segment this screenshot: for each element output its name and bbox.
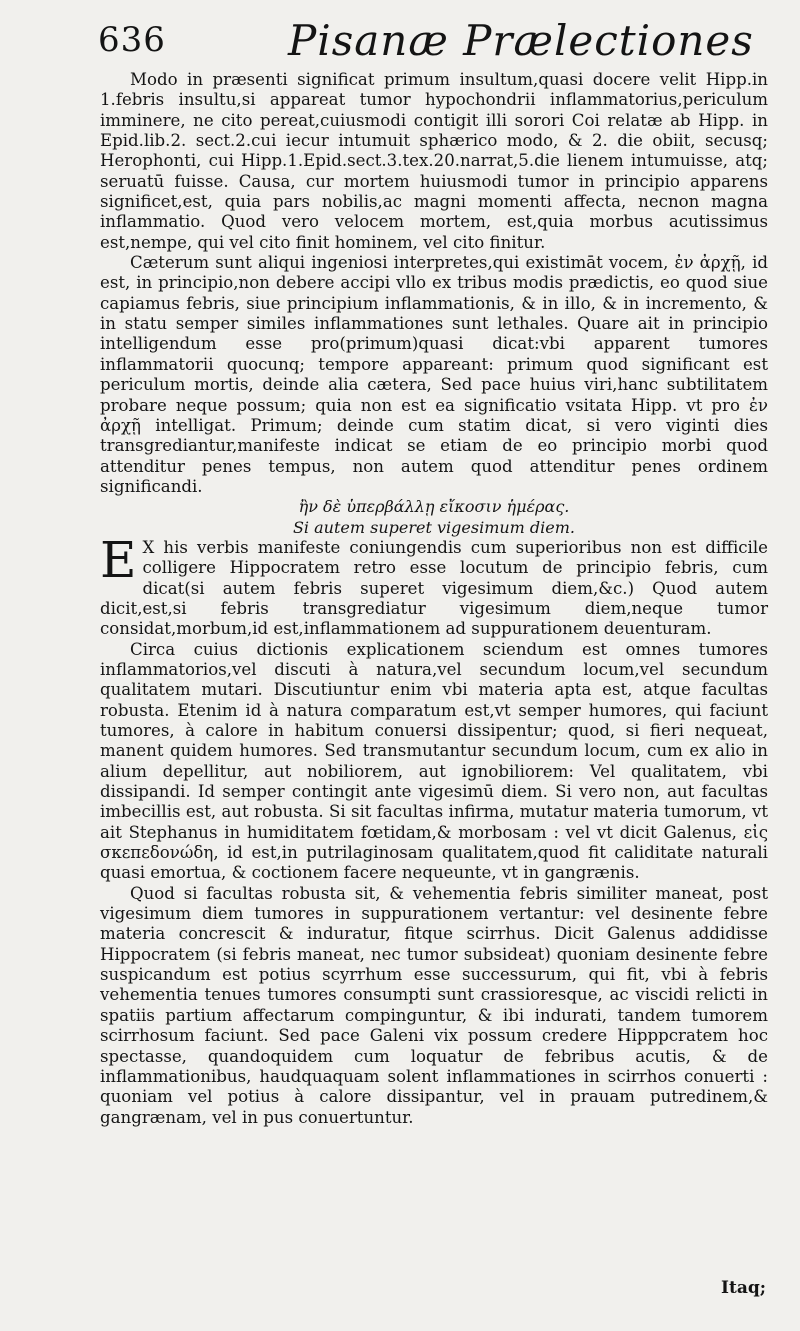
paragraph: Modo in præsenti significat primum insultum,quasi docere velit Hipp.in 1.febris insultu,si appareat tumor hypochondrii inflammatorius,periculum imminere, ne cito pereat,cuiusmodi contigit illi sorori Coi relatæ ab Hipp. in Epid.lib.2. sect.2.cui iecur intumuit sphærico modo, & 2. die obiit, secusq; Herophonti, cui Hipp.1.Epid.sect.3.tex.20.narrat,5.die lienem intumuisse, atq; seruatū fuisse. Causa, cur mortem huiusmodi tumor in principio apparens significet,est, quia pars nobilis,ac magni momenti affecta, necnon magna inflammatio. Quod vero velocem mortem, est,quia morbus acutissimus est,nempe, qui vel cito finit hominem, vel cito finitur. — [100, 70, 768, 252]
drop-cap: E — [100, 530, 137, 589]
catchword: Itaq; — [721, 1278, 766, 1298]
section-first-paragraph — [100, 530, 768, 640]
paragraph: Quod si facultas robusta sit, & vehementia febris similiter maneat, post vigesimum diem tumores in suppurationem vertantur: vel desinente febre materia concrescit & induratur, fitque scirrhus. Dicit Galenus addidisse Hippocratem (si febris maneat, nec tumor subsideat) quoniam desinente febre suspicandum est potius scyrrhum esse successurum, qui fit, vbi à febris vehementia tenues tumores consumpti sunt crassioresque, ac viscidi relicti in spatiis partium affectarum compinguntur, & ibi indurati, tandem tumorem scirrhosum faciunt. Sed pace Galeni vix possum credere Hipppcratem hoc spectasse, quandoquidem cum loquatur de febribus acutis, & de inflammationibus, haudquaquam solent inflammationes in scirrhos conuerti : quoniam vel potius à calore dissipantur, vel in prauam putredinem,& gangrænam, vel in pus conuertuntur. — [100, 883, 768, 1127]
paragraph: Cæterum sunt aliqui ingeniosi interpretes,qui existimāt vocem, ἐν ἀρχῇ, id est, in principio,non debere accipi vllo ex tribus modis prædictis, eo quod siue capiamus febris, siue principium inflammationis, & in illo, & in incremento, & in statu semper similes inflammationes sunt lethales. Quare ait in principio intelligendum esse pro(primum)quasi dicat:vbi apparent tumores inflammatorii quocunq; tempore appareant: primum quod significant est periculum mortis, deinde alia cætera, Sed pace huius viri,hanc subtilitatem probare neque possum; quia non est ea significatio vsitata Hipp. vt pro ἐν ἀρχῇ intelligat. Primum; deinde cum statim dicat, si vero viginti dies transgrediantur,manifeste indicat se etiam de eo principio morbi quod attenditur penes tempus, non autem quod attenditur penes ordinem significandi. — [100, 253, 768, 496]
page-header — [98, 14, 778, 72]
section-first-paragraph-text: X his verbis manifeste coniungendis cum superioribus non est difficile colligere Hippocratem retro esse locutum de principio febris, cum dicat(si autem febris superet vigesimum diem,&c.) Quod autem dicit,est,si febris transgrediatur vigesimum diem,neque tumor considat,morbum,id est,inflammationem ad suppurationem deuenturam. — [100, 537, 768, 639]
main-text — [100, 70, 768, 1128]
paragraph: Circa cuius dictionis explicationem sciendum est omnes tumores inflammatorios,vel discuti à natura,vel secundum locum,vel secundum qualitatem mutari. Discutiuntur enim vbi materia apta est, atque facultas robusta. Etenim id à natura comparatum est,vt semper humores, qui faciunt tumores, à calore in habitum conuersi dissipentur; quod, si fieri nequeat, manent quidem humores. Sed transmutantur secundum locum, cum ex alio in alium depellitur, aut nobiliorem, aut ignobiliorem: Vel qualitatem, vbi dissipandi. Id semper contingit ante vigesimū diem. Si vero non, aut facultas imbecillis est, aut robusta. Si sit facultas infirma, mutatur materia tumorum, vt ait Stephanus in humiditatem fœtidam,& morbosam : vel vt dicit Galenus, εἰς σκεπεδονώδη, id est,in putrilaginosam qualitatem,quod fit caliditate naturali quasi emortua, & coctionem facere nequeunte, vt in gangrænis. — [100, 639, 768, 883]
latin-lemma: Si autem superet vigesimum diem. — [292, 517, 576, 537]
page-number: 636 — [98, 20, 166, 60]
greek-lemma: ἢν δὲ ὑπερβάλλῃ εἴκοσιν ἡμέρας. — [298, 497, 570, 517]
running-title: Pisanæ Prælectiones — [288, 16, 754, 65]
